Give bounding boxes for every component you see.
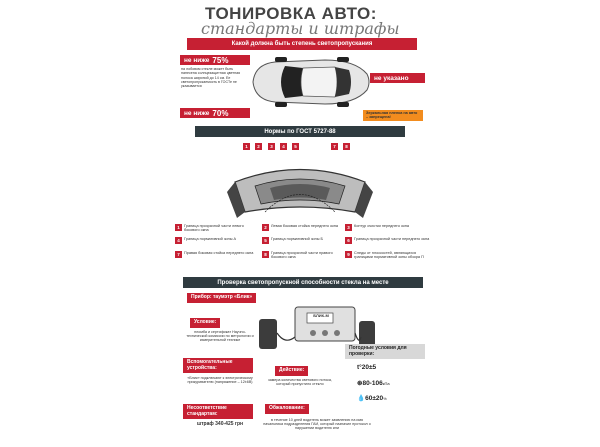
pct-70-text: не ниже — [184, 109, 210, 117]
humidity-unit: % — [383, 396, 387, 401]
penalty-tag: Несоответствие стандартам: — [183, 404, 253, 419]
legend-number: 8 — [262, 251, 269, 258]
rear-windows-label — [370, 73, 425, 83]
fixtures-tag: Вспомогательные устройства: — [183, 358, 253, 373]
temperature-value: t°20±5 — [357, 364, 377, 371]
weather-tag: Погодные условия для проверки: — [345, 344, 425, 359]
device-knob — [322, 330, 328, 336]
section-header-check: Проверка светопропускной способности стекла на месте — [183, 277, 423, 288]
windshield — [281, 66, 303, 98]
infographic-poster — [165, 0, 435, 447]
legend-item-1 — [175, 224, 260, 233]
humidity-drop-icon: 💧 — [357, 395, 366, 402]
gost-marker-8: 8 — [343, 143, 350, 150]
legend-text: Левая боковая стойка переднего окна — [271, 224, 339, 228]
legend-text: Граница прозрачной части переднего окна — [354, 237, 430, 241]
gost-marker-2: 2 — [255, 143, 262, 150]
device-knob — [310, 330, 316, 336]
gost-marker-3: 3 — [268, 143, 275, 150]
legend-text: Правая боковая стойка переднего окна — [184, 251, 254, 255]
device-label: БЛИК-М — [313, 313, 329, 318]
wheel — [275, 57, 287, 62]
legend-item-3 — [345, 224, 430, 231]
car-top-view-illustration — [245, 52, 375, 114]
action-text: замера количества светового потока, который пропустило стекло — [268, 378, 332, 387]
penalty-text: штраф 340-425 грн — [196, 421, 244, 427]
action-tag: Действие: — [275, 366, 308, 376]
legend-text: Следы от плоскостей, являющихся границами нормативной зоны обзора П — [354, 251, 424, 260]
windshield-diagram — [225, 152, 375, 222]
legend-number: 9 — [345, 251, 352, 258]
pct-75-text: не ниже — [184, 56, 210, 64]
legend-item-7 — [175, 251, 260, 258]
wheel — [275, 102, 287, 107]
legend-number: 7 — [175, 251, 182, 258]
section-header-gost: Нормы по ГОСТ 5727-88 — [195, 126, 405, 137]
device-tag: Прибор: таумэтр «Блик» — [187, 293, 256, 303]
conditions-tag: Условие: — [190, 318, 220, 328]
pressure-icon: ⊛ — [357, 380, 363, 387]
conditions-text: пломба и сертификат Научно-технической комиссии по метрологии и измерительной технике — [186, 330, 254, 343]
legend-text: Граница нормативной зоны Б — [271, 237, 324, 241]
appeal-tag: Обжалование: — [265, 404, 309, 414]
legend-text: Граница прозрачной части левого бокового окна — [184, 224, 244, 233]
sensor-cable — [277, 333, 295, 340]
fixtures-text: «Блик» подключают к электрическому прикуривателю (напряжение – 12±6В) — [187, 376, 253, 385]
legend-number: 4 — [175, 237, 182, 244]
side-windows-70-label — [180, 108, 250, 118]
gost-marker-4: 4 — [280, 143, 287, 150]
gost-marker-1: 1 — [243, 143, 250, 150]
humidity-row — [357, 394, 387, 402]
appeal-text: в течение 10 дней водитель может заявлению на имя начальника подразделения ГАИ, который назначил протокол о нарушении водителю или — [263, 418, 371, 431]
legend-item-6 — [345, 237, 430, 244]
windshield-strip-note: на лобовом стекле может быть нанесена солнцезащитная цветная полоса шириной до 14 см. Ее светопропускаемость в ГОСТе не указывается — [181, 67, 241, 89]
pct-70-value: 70% — [212, 108, 229, 118]
legend-item-2 — [262, 224, 344, 231]
pressure-value: 80-106 — [362, 380, 383, 387]
page-title: ТОНИРОВКА АВТО: — [205, 4, 377, 23]
humidity-value: 60±20 — [365, 395, 384, 402]
pct-75-value: 75% — [212, 55, 229, 65]
legend-text: Контур очистки переднего окна — [354, 224, 410, 228]
rear-window — [335, 67, 351, 97]
wheel — [337, 102, 349, 107]
mirror-film-warning: Зеркальная пленка на авто – запрещена! — [363, 110, 423, 121]
legend-item-9 — [345, 251, 430, 260]
legend-number: 5 — [262, 237, 269, 244]
legend-item-8 — [262, 251, 344, 260]
pressure-row — [357, 379, 390, 387]
legend-item-4 — [175, 237, 260, 244]
wheel — [337, 57, 349, 62]
legend-number: 6 — [345, 237, 352, 244]
section-header-transmission: Какой должна быть степень светопропускания — [187, 38, 417, 50]
legend-text: Граница нормативной зоны А — [184, 237, 237, 241]
device-knob — [334, 330, 340, 336]
roof — [301, 67, 337, 97]
sensor-left — [259, 319, 277, 349]
legend-text: Граница прозрачной части правого бокового окна — [271, 251, 333, 260]
windshield-75-label — [180, 55, 250, 65]
legend-item-5 — [262, 237, 344, 244]
gost-marker-7: 7 — [331, 143, 338, 150]
pressure-unit: кПа — [382, 381, 390, 386]
page-subtitle: стандарты и штрафы — [201, 19, 400, 38]
pct-none-text: не указано — [374, 74, 409, 82]
legend-number: 1 — [175, 224, 182, 231]
gost-marker-5: 5 — [292, 143, 299, 150]
legend-number: 3 — [345, 224, 352, 231]
legend-number: 2 — [262, 224, 269, 231]
